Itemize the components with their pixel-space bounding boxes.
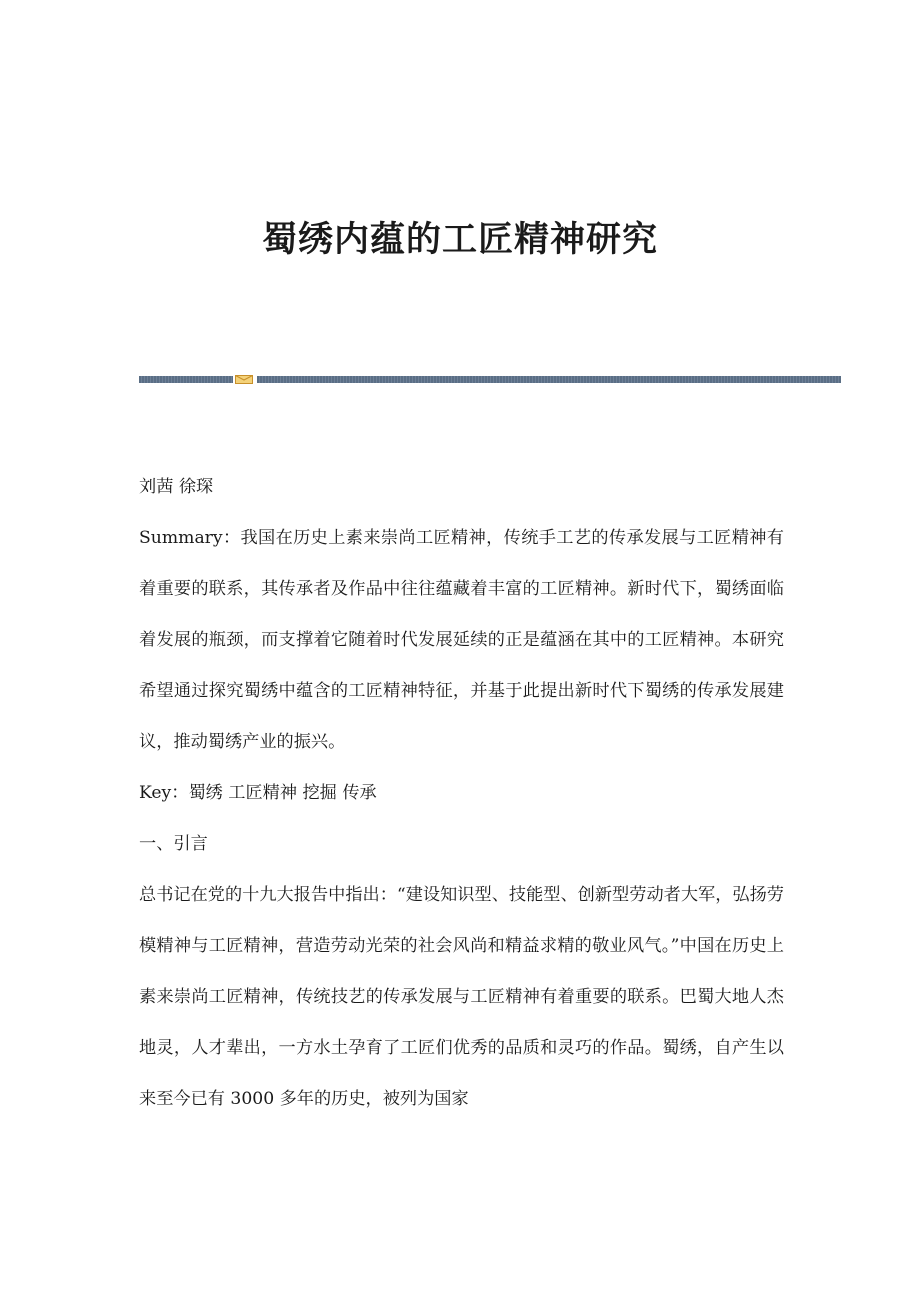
paper-title: 蜀绣内蕴的工匠精神研究 — [261, 219, 658, 260]
title-divider — [139, 375, 841, 384]
divider-bar-right — [257, 376, 841, 383]
keywords: Key：蜀绣 工匠精神 挖掘 传承 — [139, 783, 377, 803]
envelope-ornament-icon — [235, 375, 253, 384]
authors: 刘茜 徐琛 — [139, 477, 214, 497]
divider-bar-left — [139, 376, 233, 383]
paper-body — [139, 462, 784, 1125]
section-heading: 一、引言 — [139, 834, 208, 854]
body-paragraph: 总书记在党的十九大报告中指出：“建设知识型、技能型、创新型劳动者大军，弘扬劳模精神与工匠精神，营造劳动光荣的社会风尚和精益求精的敬业风气。”中国在历史上素来崇尚工匠精神，传统技艺的传承发展与工匠精神有着重要的联系。巴蜀大地人杰地灵，人才辈出，一方水土孕育了工匠们优秀的品质和灵巧的作品。蜀绣，自产生以来至今已有 3000 多年的历史，被列为国家 — [139, 885, 784, 1109]
summary-paragraph: Summary：我国在历史上素来崇尚工匠精神，传统手工艺的传承发展与工匠精神有着重要的联系，其传承者及作品中往往蕴藏着丰富的工匠精神。新时代下，蜀绣面临着发展的瓶颈，而支撑着它随着时代发展延续的正是蕴涵在其中的工匠精神。本研究希望通过探究蜀绣中蕴含的工匠精神特征，并基于此提出新时代下蜀绣的传承发展建议，推动蜀绣产业的振兴。 — [139, 528, 784, 752]
